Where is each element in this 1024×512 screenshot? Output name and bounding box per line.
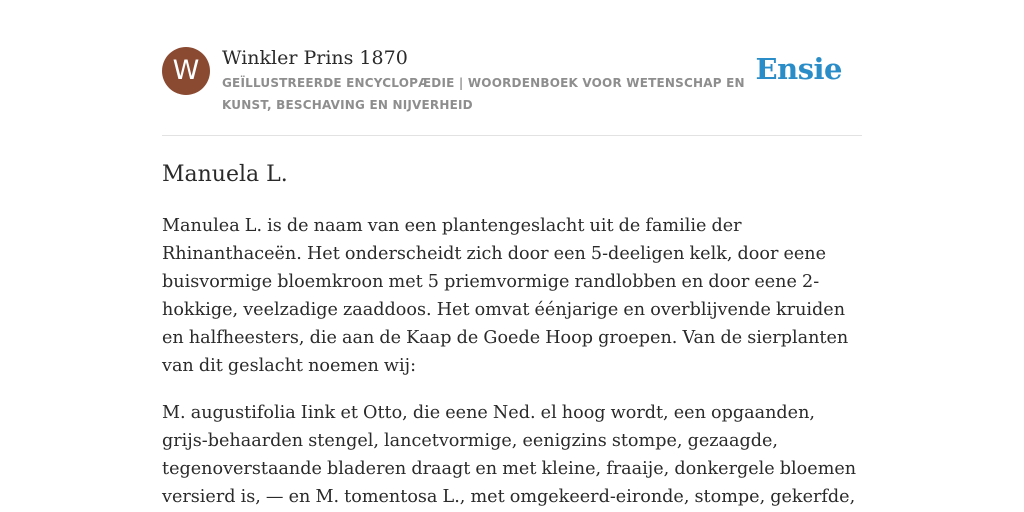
entry-title: Manuela L.: [162, 162, 288, 187]
entry-body: [162, 212, 862, 512]
source-header: [162, 47, 862, 136]
article-page: [162, 0, 862, 512]
entry-paragraph-1: Manulea L. is de naam van een plantengeslacht uit de familie der Rhinanthaceën. Het onderscheidt zich door een 5-deeligen kelk, door eene buisvormige bloemkroon met 5 priemvormige randlobben en door eene 2-hokkige, veelzadige zaaddoos. Het omvat éénjarige en overblijvende kruiden en halfheesters, die aan de Kaap de Goede Hoop groepen. Van de sierplanten van dit geslacht noemen wij:: [162, 216, 849, 376]
entry-paragraph-2: M. augustifolia Iink et Otto, die eene Ned. el hoog wordt, een opgaanden, grijs-behaarden stengel, lancetvormige, eenigzins stompe, gezaagde, tegenoverstaande bladeren draagt en met kleine, fraaije, donkergele bloemen versierd is, — en M. tomentosa L., met omgekeerd-eironde, stompe, gekerfde,: [162, 403, 857, 507]
source-title-link[interactable]: Winkler Prins 1870: [222, 47, 408, 69]
source-subtitle: GEÏLLUSTREERDE ENCYCLOPÆDIE | WOORDENBOEK VOOR WETENSCHAP EN KUNST, BESCHAVING EN NIJVERHEID: [222, 76, 745, 112]
ensie-logo[interactable]: Ensie: [755, 52, 842, 86]
source-avatar[interactable]: W: [162, 47, 210, 95]
